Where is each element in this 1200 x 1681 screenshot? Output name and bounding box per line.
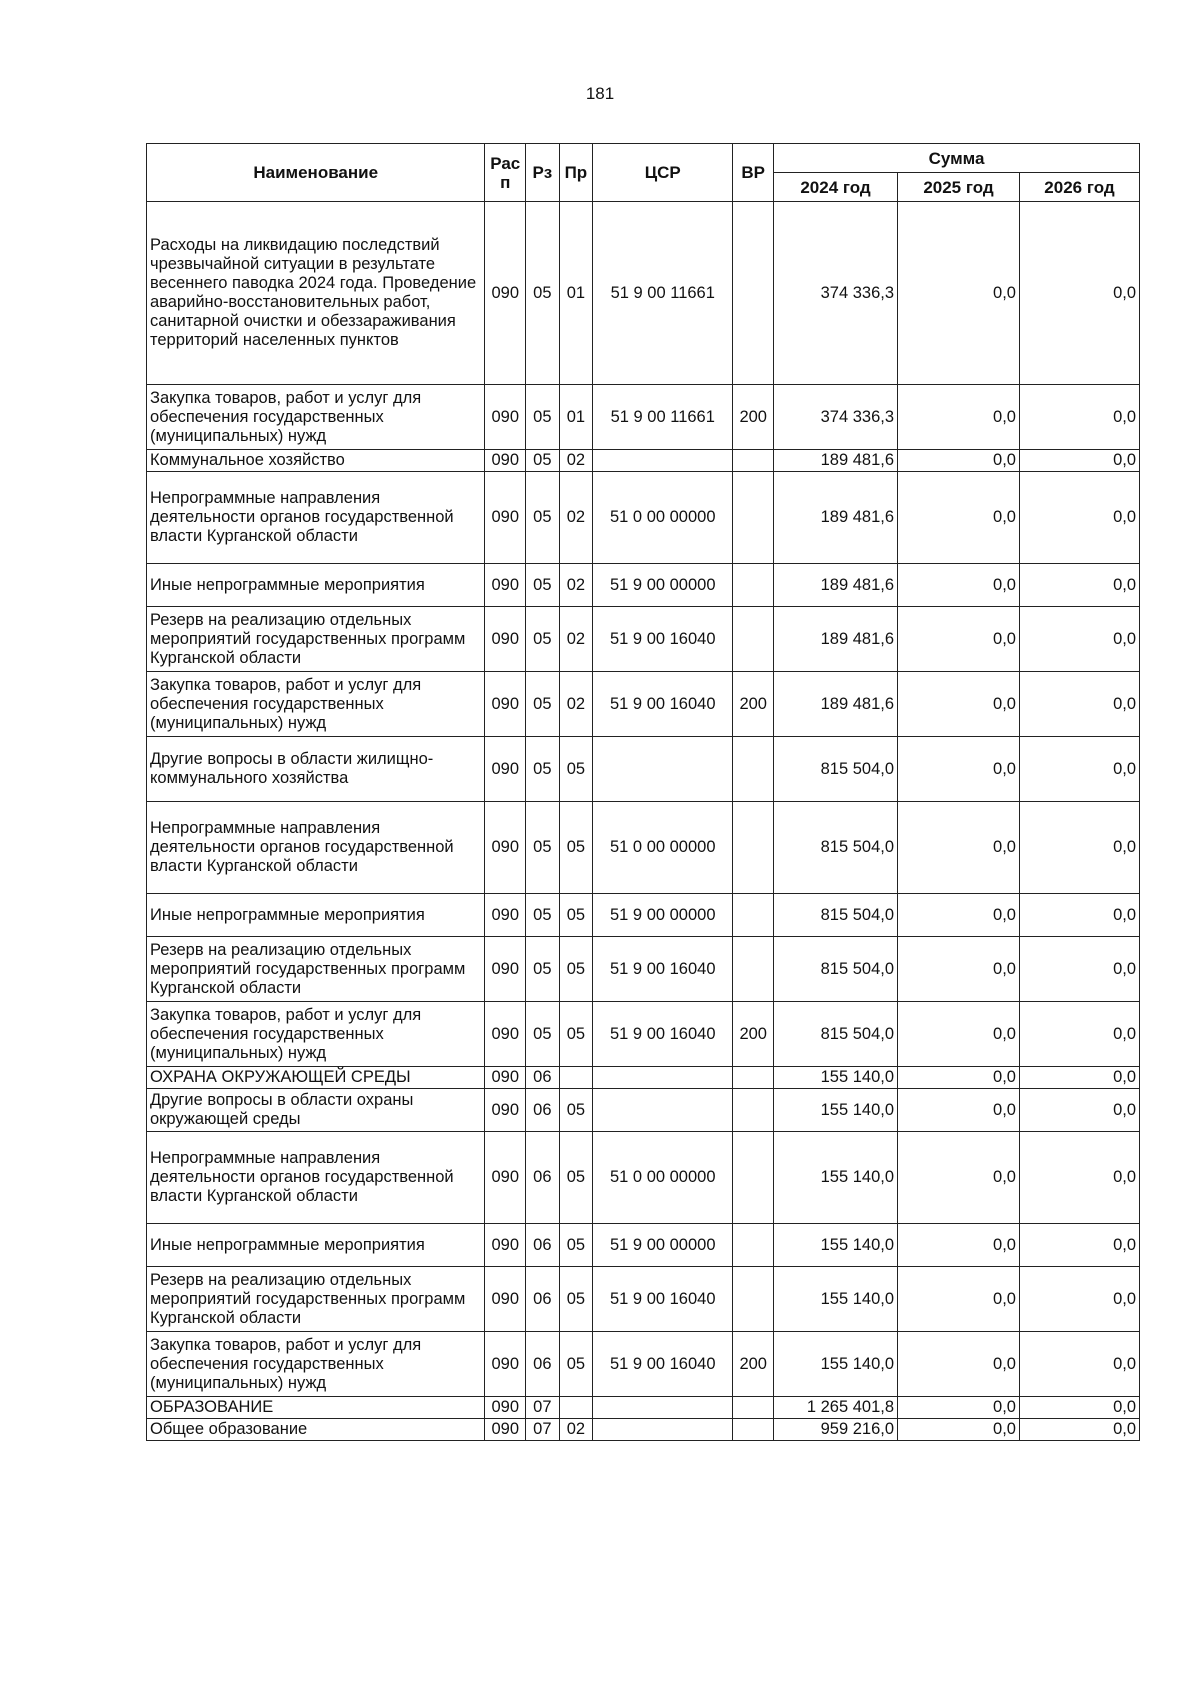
cell-rz: 05 xyxy=(526,472,560,564)
cell-rasp: 090 xyxy=(485,1397,526,1419)
cell-rz: 05 xyxy=(526,450,560,472)
cell-rz: 05 xyxy=(526,937,560,1002)
cell-y2026: 0,0 xyxy=(1019,564,1139,607)
col-header-2025: 2025 год xyxy=(898,173,1020,202)
cell-rasp: 090 xyxy=(485,1002,526,1067)
cell-y2025: 0,0 xyxy=(898,1332,1020,1397)
cell-y2024: 189 481,6 xyxy=(774,672,898,737)
cell-name: Другие вопросы в области жилищно-коммунального хозяйства xyxy=(147,737,485,802)
cell-y2025: 0,0 xyxy=(898,1419,1020,1441)
cell-rz: 06 xyxy=(526,1132,560,1224)
cell-vr: 200 xyxy=(733,385,774,450)
cell-y2025: 0,0 xyxy=(898,1267,1020,1332)
col-header-2026: 2026 год xyxy=(1019,173,1139,202)
cell-name: Закупка товаров, работ и услуг для обеспечения государственных (муниципальных) нужд xyxy=(147,1002,485,1067)
cell-y2025: 0,0 xyxy=(898,894,1020,937)
cell-y2025: 0,0 xyxy=(898,1089,1020,1132)
cell-y2026: 0,0 xyxy=(1019,1002,1139,1067)
col-header-2024: 2024 год xyxy=(774,173,898,202)
cell-y2026: 0,0 xyxy=(1019,1397,1139,1419)
cell-pr: 02 xyxy=(559,672,593,737)
cell-y2025: 0,0 xyxy=(898,1397,1020,1419)
cell-y2026: 0,0 xyxy=(1019,1089,1139,1132)
table-row xyxy=(147,737,1140,802)
cell-y2025: 0,0 xyxy=(898,1224,1020,1267)
table-row xyxy=(147,1332,1140,1397)
cell-rz: 06 xyxy=(526,1089,560,1132)
header-row xyxy=(147,144,1140,173)
cell-y2026: 0,0 xyxy=(1019,1332,1139,1397)
cell-rz: 05 xyxy=(526,672,560,737)
cell-rasp: 090 xyxy=(485,385,526,450)
cell-pr xyxy=(559,1397,593,1419)
cell-name: Закупка товаров, работ и услуг для обеспечения государственных (муниципальных) нужд xyxy=(147,672,485,737)
cell-csr: 51 0 00 00000 xyxy=(593,802,733,894)
cell-y2026: 0,0 xyxy=(1019,450,1139,472)
cell-csr: 51 9 00 16040 xyxy=(593,672,733,737)
cell-y2025: 0,0 xyxy=(898,450,1020,472)
cell-vr: 200 xyxy=(733,672,774,737)
cell-vr xyxy=(733,450,774,472)
cell-rz: 05 xyxy=(526,737,560,802)
cell-vr xyxy=(733,1132,774,1224)
cell-y2026: 0,0 xyxy=(1019,607,1139,672)
table-row xyxy=(147,1132,1140,1224)
table-row xyxy=(147,564,1140,607)
cell-y2025: 0,0 xyxy=(898,802,1020,894)
cell-rz: 05 xyxy=(526,894,560,937)
cell-y2026: 0,0 xyxy=(1019,1224,1139,1267)
cell-rasp: 090 xyxy=(485,1132,526,1224)
col-header-name: Наименование xyxy=(147,144,485,202)
cell-y2026: 0,0 xyxy=(1019,1419,1139,1441)
col-header-vr: ВР xyxy=(733,144,774,202)
cell-rz: 06 xyxy=(526,1332,560,1397)
col-header-rasp: Рас п xyxy=(485,144,526,202)
cell-vr xyxy=(733,1267,774,1332)
cell-y2025: 0,0 xyxy=(898,1067,1020,1089)
cell-y2024: 189 481,6 xyxy=(774,564,898,607)
cell-y2024: 155 140,0 xyxy=(774,1132,898,1224)
cell-vr xyxy=(733,564,774,607)
cell-y2025: 0,0 xyxy=(898,937,1020,1002)
cell-csr xyxy=(593,1067,733,1089)
cell-vr xyxy=(733,1089,774,1132)
cell-pr: 05 xyxy=(559,802,593,894)
cell-csr xyxy=(593,450,733,472)
cell-name: Закупка товаров, работ и услуг для обеспечения государственных (муниципальных) нужд xyxy=(147,1332,485,1397)
table-body xyxy=(147,202,1140,1441)
cell-rz: 06 xyxy=(526,1267,560,1332)
cell-name: Непрограммные направления деятельности органов государственной власти Курганской области xyxy=(147,802,485,894)
cell-rasp: 090 xyxy=(485,607,526,672)
cell-y2026: 0,0 xyxy=(1019,1067,1139,1089)
cell-vr xyxy=(733,1067,774,1089)
cell-csr: 51 9 00 00000 xyxy=(593,564,733,607)
cell-pr: 05 xyxy=(559,1332,593,1397)
cell-vr xyxy=(733,894,774,937)
cell-y2024: 815 504,0 xyxy=(774,802,898,894)
cell-y2024: 815 504,0 xyxy=(774,737,898,802)
table-row xyxy=(147,472,1140,564)
table-row xyxy=(147,1067,1140,1089)
col-header-sum: Сумма xyxy=(774,144,1140,173)
col-header-rz: Рз xyxy=(526,144,560,202)
cell-vr: 200 xyxy=(733,1002,774,1067)
table-row xyxy=(147,450,1140,472)
cell-pr: 02 xyxy=(559,472,593,564)
cell-csr: 51 9 00 16040 xyxy=(593,1267,733,1332)
table-row xyxy=(147,1397,1140,1419)
cell-csr: 51 9 00 16040 xyxy=(593,1332,733,1397)
table-row xyxy=(147,672,1140,737)
cell-pr: 02 xyxy=(559,1419,593,1441)
cell-y2024: 374 336,3 xyxy=(774,202,898,385)
cell-csr: 51 9 00 16040 xyxy=(593,1002,733,1067)
cell-vr xyxy=(733,1397,774,1419)
cell-vr xyxy=(733,737,774,802)
cell-y2024: 155 140,0 xyxy=(774,1067,898,1089)
cell-y2025: 0,0 xyxy=(898,672,1020,737)
cell-rasp: 090 xyxy=(485,737,526,802)
cell-rasp: 090 xyxy=(485,1419,526,1441)
cell-name: ОХРАНА ОКРУЖАЮЩЕЙ СРЕДЫ xyxy=(147,1067,485,1089)
cell-y2024: 155 140,0 xyxy=(774,1089,898,1132)
table-row xyxy=(147,894,1140,937)
cell-y2026: 0,0 xyxy=(1019,672,1139,737)
cell-csr: 51 9 00 16040 xyxy=(593,937,733,1002)
cell-y2026: 0,0 xyxy=(1019,937,1139,1002)
cell-vr xyxy=(733,472,774,564)
cell-csr xyxy=(593,1397,733,1419)
cell-name: Расходы на ликвидацию последствий чрезвычайной ситуации в результате весеннего паводка 2024 года. Проведение аварийно-восстановительных работ, санитарной очистки и обеззараживания территорий населенных пунктов xyxy=(147,202,485,385)
cell-name: Иные непрограммные мероприятия xyxy=(147,1224,485,1267)
col-header-pr: Пр xyxy=(559,144,593,202)
cell-name: Непрограммные направления деятельности органов государственной власти Курганской области xyxy=(147,1132,485,1224)
cell-name: Непрограммные направления деятельности органов государственной власти Курганской области xyxy=(147,472,485,564)
cell-rz: 05 xyxy=(526,1002,560,1067)
cell-rz: 05 xyxy=(526,202,560,385)
cell-rz: 05 xyxy=(526,802,560,894)
cell-rz: 05 xyxy=(526,564,560,607)
cell-vr xyxy=(733,1419,774,1441)
cell-y2024: 1 265 401,8 xyxy=(774,1397,898,1419)
cell-name: Иные непрограммные мероприятия xyxy=(147,894,485,937)
cell-y2024: 815 504,0 xyxy=(774,1002,898,1067)
cell-rz: 05 xyxy=(526,607,560,672)
cell-pr xyxy=(559,1067,593,1089)
cell-pr: 05 xyxy=(559,1089,593,1132)
cell-y2026: 0,0 xyxy=(1019,737,1139,802)
cell-rasp: 090 xyxy=(485,1067,526,1089)
cell-name: ОБРАЗОВАНИЕ xyxy=(147,1397,485,1419)
cell-rz: 07 xyxy=(526,1397,560,1419)
table-row xyxy=(147,1002,1140,1067)
cell-y2025: 0,0 xyxy=(898,385,1020,450)
cell-pr: 05 xyxy=(559,737,593,802)
page-number: 181 xyxy=(585,84,615,103)
table-row xyxy=(147,1089,1140,1132)
cell-rasp: 090 xyxy=(485,672,526,737)
cell-y2024: 815 504,0 xyxy=(774,937,898,1002)
cell-rasp: 090 xyxy=(485,1267,526,1332)
cell-rz: 06 xyxy=(526,1067,560,1089)
cell-vr xyxy=(733,607,774,672)
cell-y2024: 155 140,0 xyxy=(774,1224,898,1267)
cell-y2025: 0,0 xyxy=(898,737,1020,802)
cell-name: Иные непрограммные мероприятия xyxy=(147,564,485,607)
table-row xyxy=(147,802,1140,894)
cell-y2024: 155 140,0 xyxy=(774,1267,898,1332)
cell-y2026: 0,0 xyxy=(1019,1267,1139,1332)
cell-y2025: 0,0 xyxy=(898,607,1020,672)
cell-rz: 07 xyxy=(526,1419,560,1441)
cell-y2025: 0,0 xyxy=(898,472,1020,564)
cell-rasp: 090 xyxy=(485,894,526,937)
cell-y2026: 0,0 xyxy=(1019,472,1139,564)
cell-rz: 05 xyxy=(526,385,560,450)
cell-rz: 06 xyxy=(526,1224,560,1267)
budget-table xyxy=(146,143,1140,1441)
cell-vr: 200 xyxy=(733,1332,774,1397)
cell-csr: 51 9 00 00000 xyxy=(593,1224,733,1267)
cell-pr: 05 xyxy=(559,1267,593,1332)
table-row xyxy=(147,1224,1140,1267)
cell-csr xyxy=(593,1089,733,1132)
cell-name: Резерв на реализацию отдельных мероприятий государственных программ Курганской области xyxy=(147,607,485,672)
cell-vr xyxy=(733,202,774,385)
cell-rasp: 090 xyxy=(485,202,526,385)
cell-csr: 51 0 00 00000 xyxy=(593,472,733,564)
cell-y2024: 189 481,6 xyxy=(774,450,898,472)
cell-y2024: 959 216,0 xyxy=(774,1419,898,1441)
table-row xyxy=(147,607,1140,672)
cell-y2024: 189 481,6 xyxy=(774,472,898,564)
table-row xyxy=(147,202,1140,385)
cell-y2025: 0,0 xyxy=(898,564,1020,607)
table-row xyxy=(147,937,1140,1002)
cell-y2026: 0,0 xyxy=(1019,202,1139,385)
cell-pr: 05 xyxy=(559,937,593,1002)
cell-csr: 51 9 00 00000 xyxy=(593,894,733,937)
cell-csr: 51 9 00 11661 xyxy=(593,385,733,450)
cell-name: Резерв на реализацию отдельных мероприятий государственных программ Курганской области xyxy=(147,1267,485,1332)
cell-rasp: 090 xyxy=(485,564,526,607)
cell-csr: 51 9 00 16040 xyxy=(593,607,733,672)
cell-name: Другие вопросы в области охраны окружающей среды xyxy=(147,1089,485,1132)
cell-y2025: 0,0 xyxy=(898,1002,1020,1067)
cell-vr xyxy=(733,937,774,1002)
cell-rasp: 090 xyxy=(485,1089,526,1132)
cell-y2024: 155 140,0 xyxy=(774,1332,898,1397)
cell-pr: 01 xyxy=(559,202,593,385)
cell-y2026: 0,0 xyxy=(1019,385,1139,450)
cell-y2024: 189 481,6 xyxy=(774,607,898,672)
cell-y2026: 0,0 xyxy=(1019,802,1139,894)
cell-csr xyxy=(593,1419,733,1441)
table-row xyxy=(147,1419,1140,1441)
cell-pr: 01 xyxy=(559,385,593,450)
cell-y2026: 0,0 xyxy=(1019,894,1139,937)
cell-pr: 05 xyxy=(559,894,593,937)
cell-pr: 05 xyxy=(559,1002,593,1067)
cell-rasp: 090 xyxy=(485,472,526,564)
cell-name: Коммунальное хозяйство xyxy=(147,450,485,472)
cell-y2024: 374 336,3 xyxy=(774,385,898,450)
cell-vr xyxy=(733,1224,774,1267)
cell-csr: 51 9 00 11661 xyxy=(593,202,733,385)
cell-pr: 05 xyxy=(559,1132,593,1224)
cell-rasp: 090 xyxy=(485,802,526,894)
cell-y2026: 0,0 xyxy=(1019,1132,1139,1224)
col-header-csr: ЦСР xyxy=(593,144,733,202)
cell-pr: 02 xyxy=(559,450,593,472)
cell-rasp: 090 xyxy=(485,1332,526,1397)
cell-name: Закупка товаров, работ и услуг для обеспечения государственных (муниципальных) нужд xyxy=(147,385,485,450)
cell-pr: 02 xyxy=(559,564,593,607)
cell-name: Общее образование xyxy=(147,1419,485,1441)
cell-rasp: 090 xyxy=(485,1224,526,1267)
cell-csr: 51 0 00 00000 xyxy=(593,1132,733,1224)
cell-rasp: 090 xyxy=(485,937,526,1002)
cell-y2025: 0,0 xyxy=(898,202,1020,385)
cell-pr: 02 xyxy=(559,607,593,672)
cell-name: Резерв на реализацию отдельных мероприятий государственных программ Курганской области xyxy=(147,937,485,1002)
table-row xyxy=(147,1267,1140,1332)
cell-y2025: 0,0 xyxy=(898,1132,1020,1224)
table-row xyxy=(147,385,1140,450)
cell-vr xyxy=(733,802,774,894)
cell-csr xyxy=(593,737,733,802)
cell-y2024: 815 504,0 xyxy=(774,894,898,937)
cell-pr: 05 xyxy=(559,1224,593,1267)
cell-rasp: 090 xyxy=(485,450,526,472)
